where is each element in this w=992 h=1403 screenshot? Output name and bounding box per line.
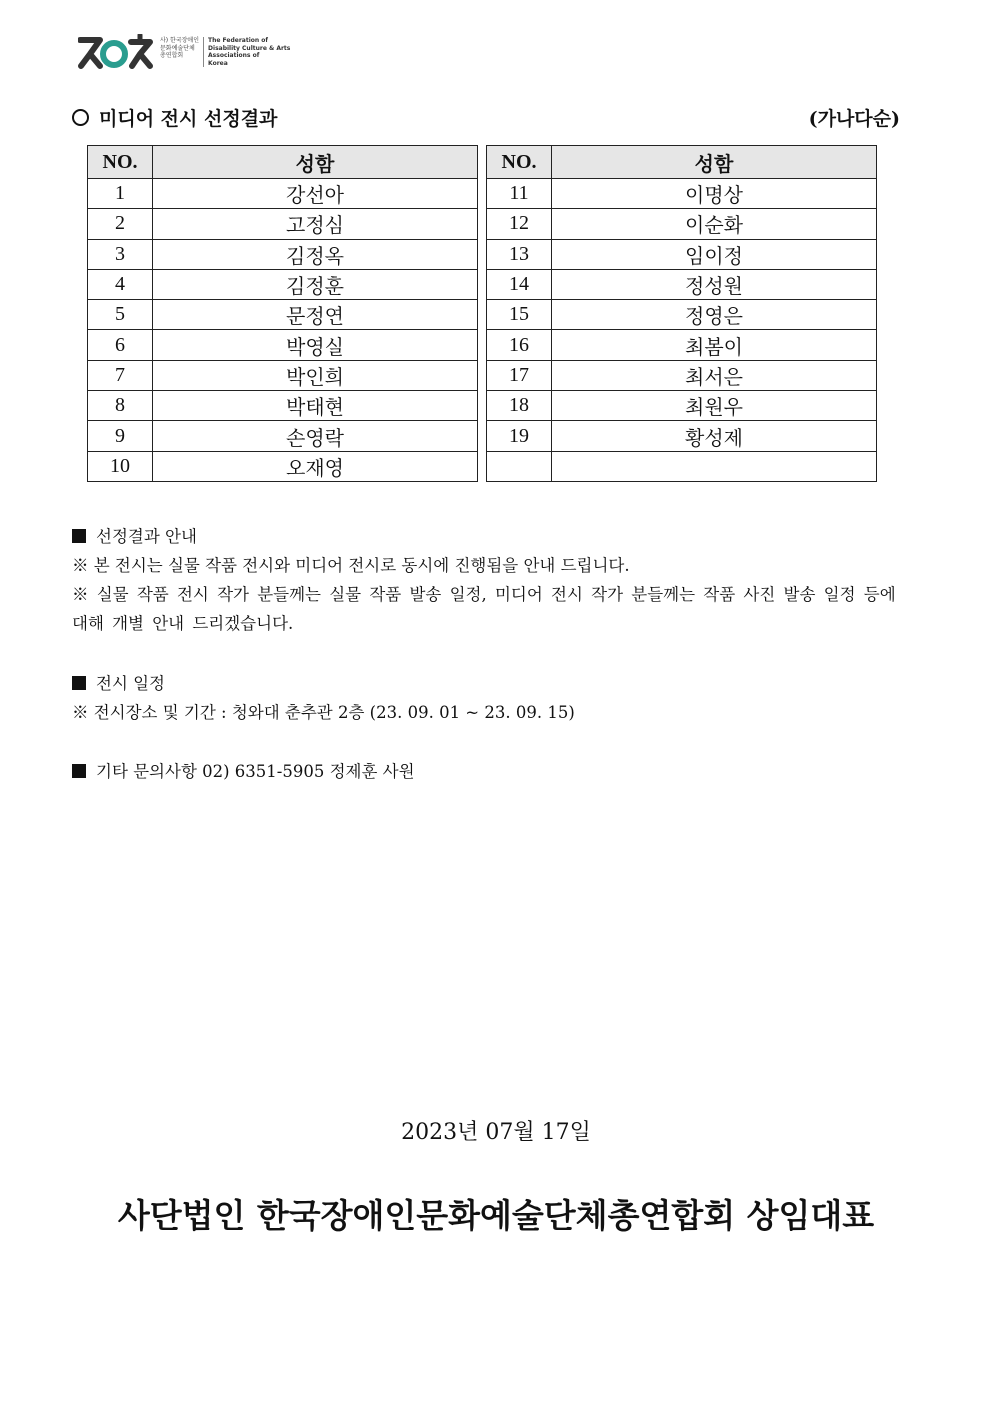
row-name: 정영은 (552, 300, 877, 330)
row-number: 9 (88, 421, 153, 451)
column-header-no: NO. (88, 146, 153, 179)
table-row (487, 330, 877, 360)
contact-text: 기타 문의사항 02) 6351-5905 정제훈 사원 (96, 762, 415, 781)
table-row (487, 391, 877, 421)
table-row (88, 179, 478, 209)
table-row (487, 421, 877, 451)
logo-ko-line: 사) 한국장애인 (160, 37, 200, 44)
contact-line (72, 757, 415, 786)
row-name: 고정심 (153, 209, 478, 239)
row-name: 황성제 (552, 421, 877, 451)
notice-line-1: ※ 본 전시는 실물 작품 전시와 미디어 전시로 동시에 진행됨을 안내 드립니다. (72, 556, 630, 575)
logo-en-line: Associations of (208, 52, 260, 59)
table-row (487, 209, 877, 239)
row-number: 4 (88, 269, 153, 299)
table-row (88, 451, 478, 481)
row-name: 임이정 (552, 239, 877, 269)
notice-line-2: ※ 실물 작품 전시 작가 분들께는 실물 작품 발송 일정, 미디어 전시 작가 분들께는 작품 사진 발송 일정 등에 대해 개별 안내 드리겠습니다. (72, 585, 896, 633)
logo-en-line: Disability Culture & Arts (208, 44, 291, 52)
logo-mark-icon (78, 34, 154, 70)
sort-order-note: (가나다순) (808, 108, 900, 130)
heading-row (72, 104, 900, 131)
square-bullet-icon (72, 764, 86, 778)
table-row (88, 239, 478, 269)
row-name: 김정훈 (153, 269, 478, 299)
table-row (487, 451, 877, 481)
results-table-right (486, 145, 877, 482)
heading-left (72, 104, 277, 131)
row-name: 문정연 (153, 300, 478, 330)
schedule-heading-line (72, 669, 575, 698)
row-name: 박태현 (153, 391, 478, 421)
table-row (487, 300, 877, 330)
results-table-left (87, 145, 478, 482)
page-title: 미디어 전시 선정결과 (99, 108, 278, 130)
logo-en-line: Korea (208, 59, 228, 67)
notice-section (72, 522, 918, 638)
row-number: 17 (487, 360, 552, 390)
issuing-organization: 사단법인 한국장애인문화예술단체총연합회 상임대표 (117, 1196, 875, 1235)
schedule-heading: 전시 일정 (96, 674, 166, 693)
table-row (487, 239, 877, 269)
logo-en-line: The Federation of (208, 37, 268, 44)
row-name: 최원우 (552, 391, 877, 421)
table-row (88, 209, 478, 239)
square-bullet-icon (72, 676, 86, 690)
row-number: 10 (88, 451, 153, 481)
table-row (88, 421, 478, 451)
table-row (88, 330, 478, 360)
table-row (487, 269, 877, 299)
notice-heading-line (72, 522, 918, 551)
circle-bullet-icon (72, 109, 89, 126)
table-row (88, 391, 478, 421)
table-row (487, 179, 877, 209)
notice-heading: 선정결과 안내 (96, 527, 197, 546)
row-number: 13 (487, 239, 552, 269)
row-number: 8 (88, 391, 153, 421)
logo-english-text (204, 37, 290, 67)
row-number: 3 (88, 239, 153, 269)
row-name: 최봄이 (552, 330, 877, 360)
row-number: 14 (487, 269, 552, 299)
row-name: 최서은 (552, 360, 877, 390)
table-row (88, 300, 478, 330)
row-number: 1 (88, 179, 153, 209)
contact-section (72, 757, 415, 786)
square-bullet-icon (72, 529, 86, 543)
logo-ko-line: 문화예술단체 (160, 44, 195, 52)
row-number: 12 (487, 209, 552, 239)
column-header-name: 성함 (552, 146, 877, 179)
table-row (88, 269, 478, 299)
table-header-row (88, 146, 478, 179)
document-date: 2023년 07월 17일 (401, 1120, 591, 1145)
row-name: 오재영 (153, 451, 478, 481)
organization-logo (78, 32, 290, 72)
row-name: 이순화 (552, 209, 877, 239)
row-name: 강선아 (153, 179, 478, 209)
row-name: 정성원 (552, 269, 877, 299)
row-number: 16 (487, 330, 552, 360)
row-name: 박영실 (153, 330, 478, 360)
row-name: 손영락 (153, 421, 478, 451)
row-number: 18 (487, 391, 552, 421)
column-header-no: NO. (487, 146, 552, 179)
row-name (552, 451, 877, 481)
logo-korean-text (160, 37, 204, 67)
row-name: 이명상 (552, 179, 877, 209)
row-name: 박인희 (153, 360, 478, 390)
row-number: 11 (487, 179, 552, 209)
table-header-row (487, 146, 877, 179)
schedule-line-1: ※ 전시장소 및 기간 : 청와대 춘추관 2층 (23. 09. 01 ~ 23. 09. 15) (72, 703, 575, 722)
row-number: 7 (88, 360, 153, 390)
row-number: 5 (88, 300, 153, 330)
schedule-section (72, 669, 575, 727)
table-row (88, 360, 478, 390)
logo-text (160, 37, 290, 67)
table-row (487, 360, 877, 390)
logo-ko-line: 총연합회 (160, 52, 184, 59)
row-number: 6 (88, 330, 153, 360)
row-name: 김정옥 (153, 239, 478, 269)
row-number: 19 (487, 421, 552, 451)
row-number (487, 451, 552, 481)
column-header-name: 성함 (153, 146, 478, 179)
row-number: 2 (88, 209, 153, 239)
row-number: 15 (487, 300, 552, 330)
